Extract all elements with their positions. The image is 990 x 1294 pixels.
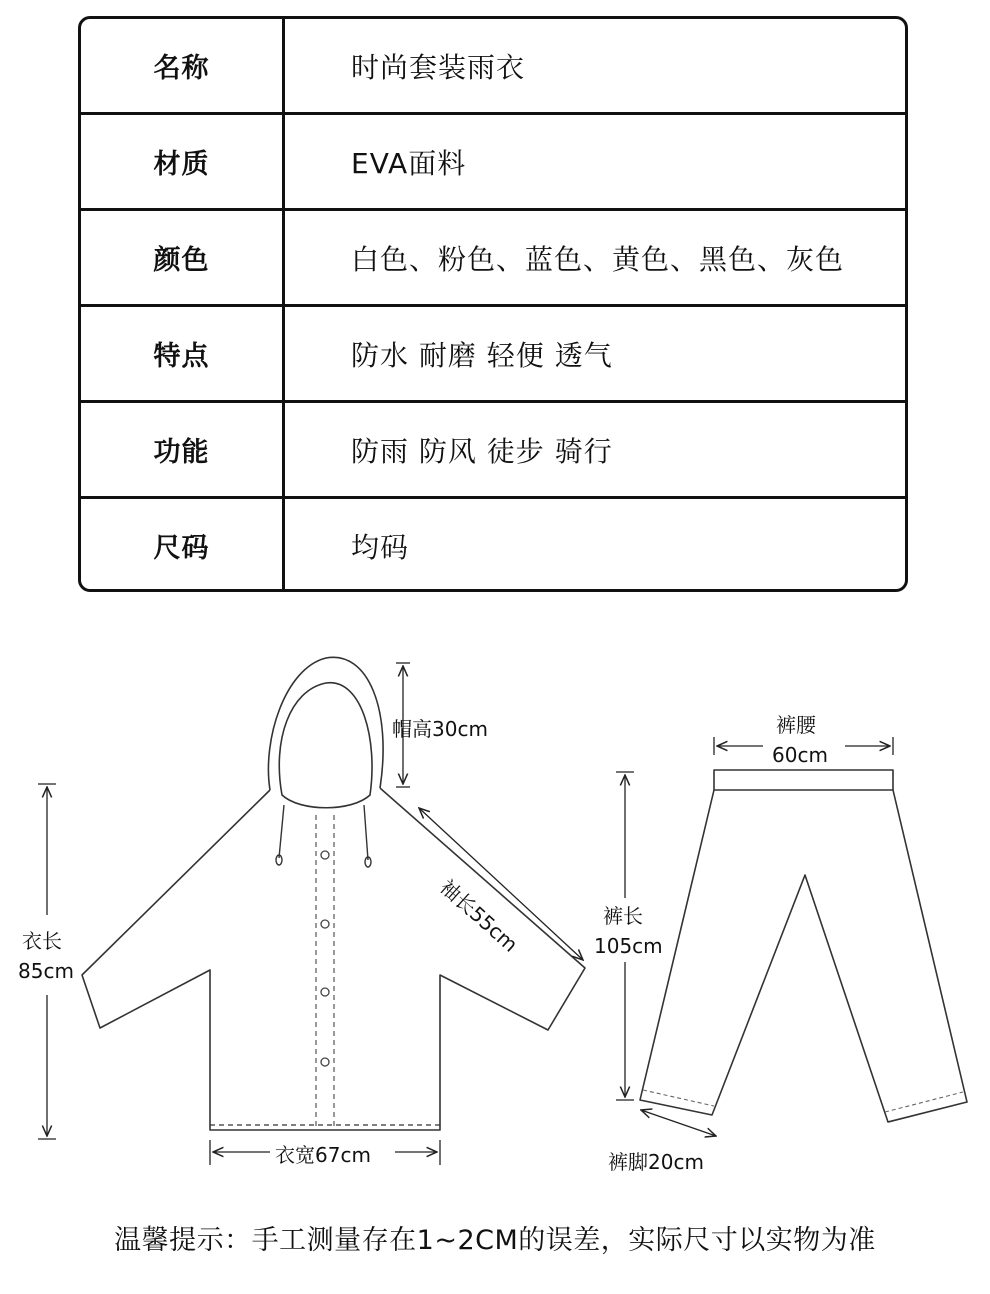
spec-value: 防水 耐磨 轻便 透气: [351, 338, 613, 372]
spec-value: 均码: [351, 530, 410, 564]
spec-label: 材质: [81, 115, 285, 208]
jacket-dimension-arrows: [38, 663, 583, 1165]
spec-label: 尺码: [81, 499, 285, 592]
buttons: [321, 851, 329, 1066]
jacket-length-label: 衣长: [22, 929, 62, 953]
pants-hem-label: 裤脚20cm: [608, 1150, 704, 1174]
pants-waist-label: 裤腰: [776, 713, 816, 737]
spec-table: [78, 16, 908, 592]
pants-waist-value: 60cm: [772, 743, 828, 767]
spec-value: 防雨 防风 徒步 骑行: [351, 434, 613, 468]
pants-length-label: 裤长: [603, 904, 643, 928]
pants-hem-stitching: [643, 1090, 963, 1112]
hood-height-label: 帽高30cm: [392, 717, 488, 741]
jacket-length-value: 85cm: [18, 959, 74, 983]
sleeve-length-label: 袖长55cm: [435, 874, 523, 957]
spec-row-material: [81, 115, 905, 211]
spec-label: 颜色: [81, 211, 285, 304]
size-diagram-drawing: [0, 640, 990, 1180]
spec-label: 特点: [81, 307, 285, 400]
spec-label: 名称: [81, 19, 285, 112]
spec-row-features: [81, 307, 905, 403]
spec-value: 白色、粉色、蓝色、黄色、黑色、灰色: [351, 242, 845, 276]
pants-length-value: 105cm: [594, 934, 663, 958]
spec-row-function: [81, 403, 905, 499]
spec-value: EVA面料: [351, 146, 467, 180]
measurement-note: 温馨提示：手工测量存在1~2CM的误差，实际尺寸以实物为准: [114, 1225, 876, 1256]
jacket-width-label: 衣宽67cm: [275, 1143, 371, 1167]
spec-label: 功能: [81, 403, 285, 496]
placket: [316, 815, 334, 1130]
spec-row-size: [81, 499, 905, 592]
pants-outline: [640, 770, 967, 1122]
spec-value: 时尚套装雨衣: [351, 50, 526, 84]
spec-row-name: [81, 19, 905, 115]
spec-row-color: [81, 211, 905, 307]
size-diagram: [0, 640, 990, 1180]
